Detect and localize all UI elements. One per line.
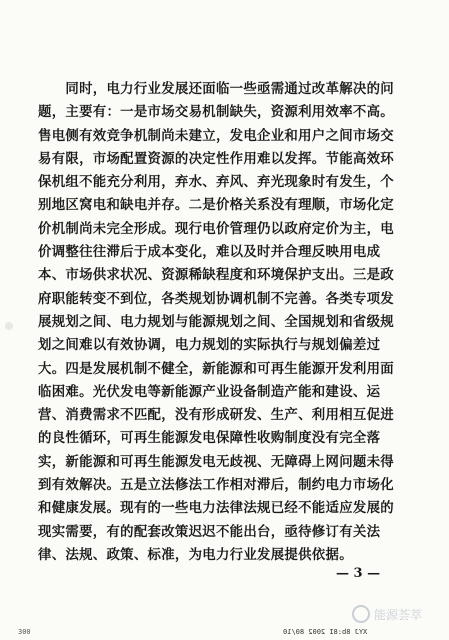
text-line: 府职能转变不到位，各类规划协调机制不完善。各类专项发 <box>38 290 394 307</box>
text-line: 和健康发展。现有的一些电力法律法规已经不能适应发展的 <box>38 500 394 517</box>
text-line: 律、法规、政策、标准，为电力行业发展提供依据。 <box>38 546 353 563</box>
text-line: 到有效解决。五是立法修法工作相对滞后，制约电力市场化 <box>38 477 394 494</box>
text-line: 题，主要有：一是市场交易机制缺失，资源利用效率不高。 <box>38 104 394 121</box>
text-line: 易有限，市场配置资源的决定性作用难以发挥。节能高效环 <box>38 150 394 167</box>
text-line: 保机组不能充分利用，弃水、弃风、弃光现象时有发生，个 <box>38 174 394 191</box>
page-number: — 3 — <box>336 566 381 581</box>
text-line: 价调整往往滞后于成本变化，难以及时并合理反映用电成 <box>38 244 381 261</box>
text-line: 展规划之间、电力规划与能源规划之间、全国规划和省级规 <box>38 313 394 330</box>
text-line: 大。四是发展机制不健全，新能源和可再生能源开发利用面 <box>38 360 394 377</box>
text-line: 现实需要，有的配套改策迟迟不能出台，亟待修订有关法 <box>38 523 381 540</box>
watermark-logo-icon <box>352 605 370 623</box>
text-line: 售电侧有效竞争机制尚未建立，发电企业和用户之间市场交 <box>38 127 394 144</box>
fax-footer: XYJ 8b:8I 2002 80/10 <box>283 628 368 636</box>
text-line: 的良性循环，可再生能源发电保障性收购制度没有完全落 <box>38 430 381 447</box>
text-line: 营、消费需求不匹配，没有形成研发、生产、利用相互促进 <box>38 407 394 424</box>
binding-hole <box>5 322 13 330</box>
text-line: 划之间难以有效协调，电力规划的实际执行与规划偏差过 <box>38 337 381 354</box>
fax-id: 300 <box>18 628 31 636</box>
watermark-text: 能源荟萃 <box>374 607 423 622</box>
watermark <box>352 605 422 623</box>
text-line: 同时，电力行业发展还面临一些亟需通过改革解决的问 <box>38 81 394 97</box>
body-text <box>38 78 410 567</box>
text-line: 实，新能源和可再生能源发电无歧视、无障碍上网问题未得 <box>38 453 394 470</box>
text-line: 价机制尚未完全形成。现行电价管理仍以政府定价为主，电 <box>38 220 394 237</box>
text-line: 别地区窝电和缺电并存。二是价格关系没有理顺，市场化定 <box>38 197 394 214</box>
text-line: 临困难。光伏发电等新能源产业设备制造产能和建设、运 <box>38 383 381 400</box>
text-line: 本、市场供求状况、资源稀缺程度和环境保护支出。三是政 <box>38 267 394 284</box>
